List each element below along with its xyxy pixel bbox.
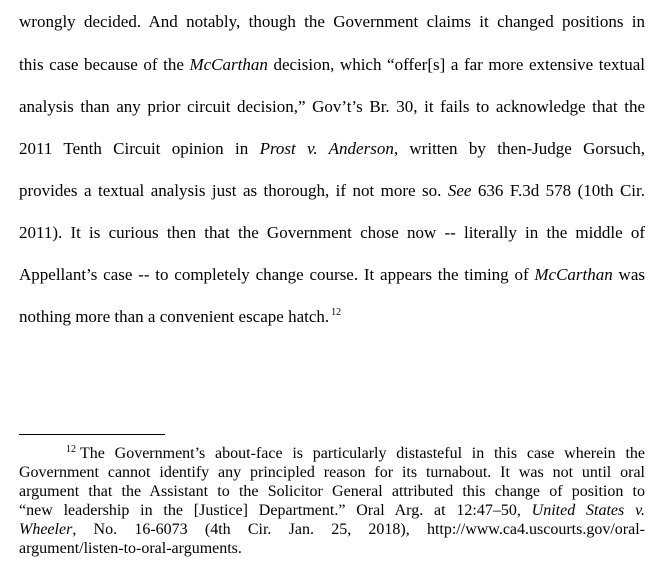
case-name-us-v-wheeler: United States v. (531, 502, 645, 519)
footnote-text: argument that the Assistant to the Solicitor General attributed this change of position to (19, 483, 645, 500)
body-line-6 (19, 223, 645, 243)
footnote-line-1 (19, 445, 645, 463)
footnote-link-text[interactable]: argument/listen-to-oral-arguments. (19, 540, 242, 557)
footnote-line-6 (19, 540, 645, 558)
footnote-text: “new leadership in the [Justice] Department.” Oral Arg. at 12:47–50, (19, 502, 532, 519)
footnote-line-2 (19, 464, 645, 482)
body-text: analysis than any prior circuit decision,” Gov’t’s Br. 30, it fails to acknowledge that the (19, 97, 645, 116)
case-name-prost: Prost v. Anderson (259, 139, 394, 158)
body-text: provides a textual analysis just as thorough, if not more so. (19, 181, 448, 200)
footnote-text: The Government’s about-face is particularly distasteful in this case wherein the (80, 445, 645, 462)
case-name-mccarthan: McCarthan (189, 55, 268, 74)
body-line-1 (19, 12, 645, 32)
body-text: decision, which “offer[s] a far more extensive textual (267, 55, 645, 74)
body-line-5 (19, 181, 645, 201)
body-text: 2011). It is curious then that the Government chose now -- literally in the middle of (19, 223, 645, 242)
body-text: nothing more than a convenient escape hatch. (19, 307, 330, 326)
footnote-line-4 (19, 502, 645, 520)
citation-signal: See (447, 181, 472, 200)
case-name-mccarthan: McCarthan (534, 265, 613, 284)
body-text: Appellant’s case -- to completely change course. It appears the timing of (19, 265, 535, 284)
footnote-line-3 (19, 483, 645, 501)
body-text: , written by then-Judge Gorsuch, (393, 139, 645, 158)
body-text: wrongly decided. And notably, though the Government claims it changed positions in (19, 12, 645, 31)
footnote-line-5 (19, 521, 645, 539)
body-line-3 (19, 97, 645, 117)
case-name-us-v-wheeler: Wheeler (19, 521, 73, 538)
footnote-link-text[interactable]: , No. 16-6073 (4th Cir. Jan. 25, 2018), http://www.ca4.uscourts.gov/oral- (72, 521, 645, 538)
body-line-4 (19, 139, 645, 159)
body-line-7 (19, 265, 645, 285)
body-line-8 (19, 307, 645, 327)
body-text: 2011 Tenth Circuit opinion in (19, 139, 260, 158)
footnote-reference[interactable]: 12 (331, 307, 342, 319)
body-text: 636 F.3d 578 (10th Cir. (471, 181, 645, 200)
footnote-number: 12 (66, 443, 76, 455)
footnote-text: Government cannot identify any principled reason for its turnabout. It was not until oral (19, 464, 645, 481)
body-line-2 (19, 55, 645, 75)
body-text: was (612, 265, 645, 284)
body-text: this case because of the (19, 55, 190, 74)
footnote-divider (19, 434, 165, 435)
